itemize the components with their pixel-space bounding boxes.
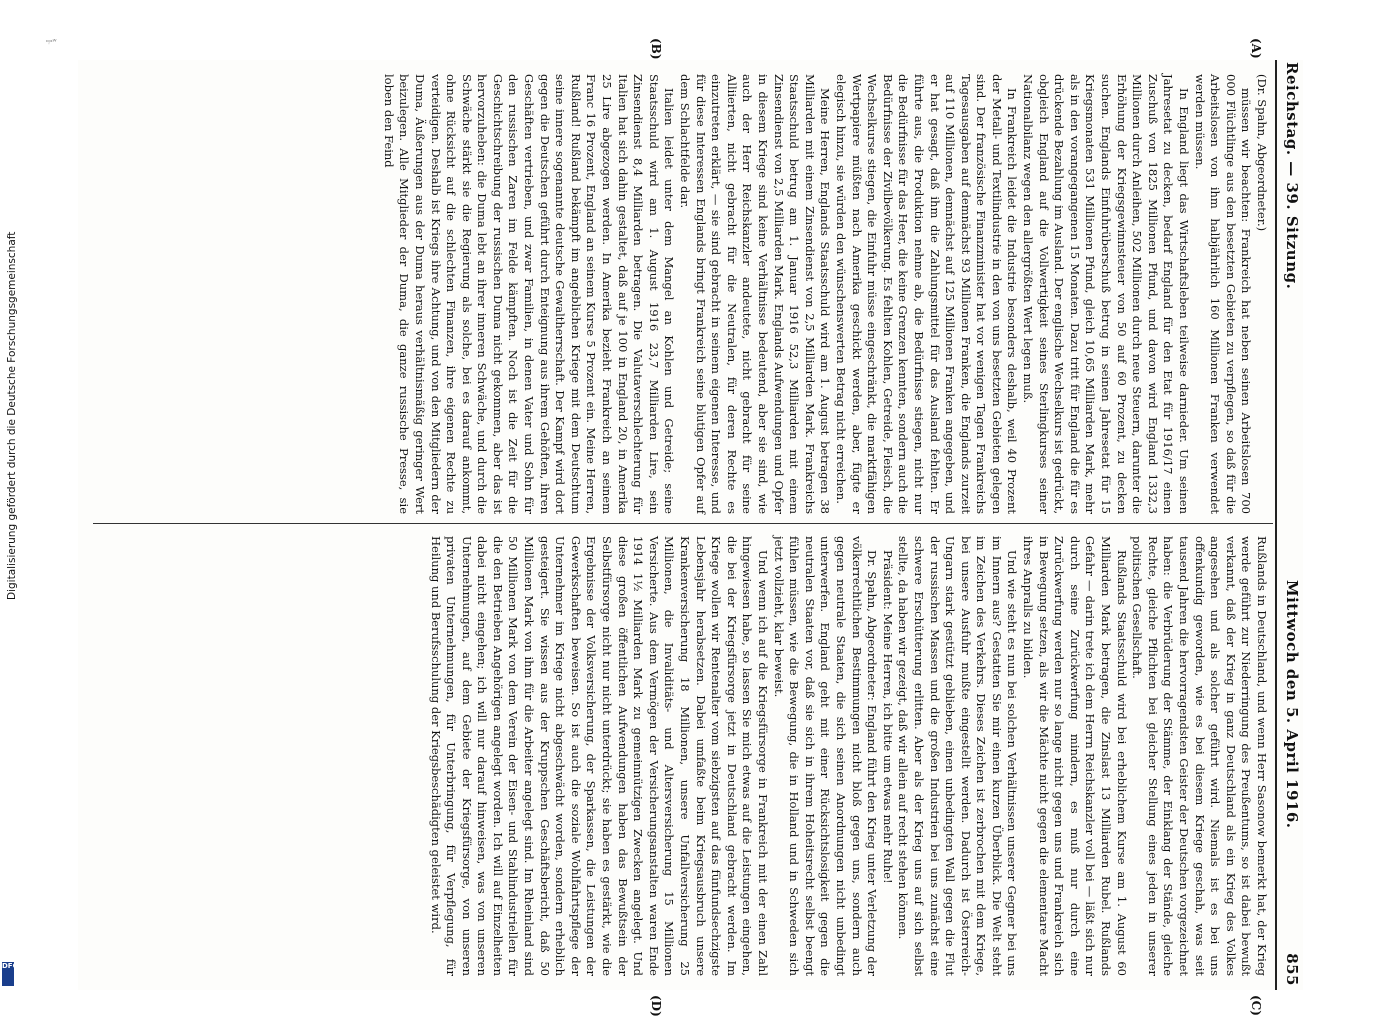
margin-marker-a: (A) bbox=[1249, 38, 1263, 59]
margin-marker-c: (C) bbox=[1249, 995, 1263, 1016]
paragraph: In England liegt das Wirtschaftsleben teilweise darnieder. Um seinen Jahresetat zu decken, bedarf England für den Etat für 1916/17 einen Zuschuß von 1825 Millionen Pfund, und davon wird England 1332,3 Millionen durch Anleihen, 502 Millionen durch neue Steuern, darunter die Erhöhung der Kriegsgewinnsteuer von 50 auf 60 Prozent, zu decken suchen. Englands Einfuhrüberschuß betrug in seinen Jahresetat für 15 Kriegsmonaten 531 Millionen Pfund, gleich 10,65 Milliarden Mark, mehr als in den vorangegangenen 15 Monaten. Dazu tritt für England die für es drückende Bezahlung im Ausland. Der englische Wechselkurs ist gedrückt, obgleich England auf die Vollwertigkeit seines Sterlingkurses seiner Nationalbilanz wegen den allergrößten Wert legen muß. bbox=[1021, 74, 1192, 514]
paragraph: Und wenn ich auf die Kriegsfürsorge in Frankreich mit der einen Zahl hingewiesen habe, so lassen Sie mich etwas auf die Leistungen eingehen, die bei der Kriegsfürsorge jetzt in Deutschland gebracht werden. Im Kriege wollen wir Rentenalter vom siebzigsten auf das fünfundsechzigste Lebensjahr herabsetzen. Dabei umfaßte beim Kriegsausbruch unsere Krankenversicherung 18 Millionen, unsere Unfallversicherung 25 Millionen, die Invaliditäts- und Altersversicherung 15 Millionen Versicherte. Aus dem Vermögen der Versicherungsanstalten waren Ende 1914 1½ Milliarden Mark zu gemeinnützigen Zwecken angelegt. Und diese großen öffentlichen Aufwendungen haben das Bewußtsein der Selbstfürsorge nicht nur nicht unterdrückt; sie haben es gestärkt, wie die Ergebnisse der Volksversicherung, der Sparkassen, die Leistungen der Gewerkschaften beweisen. So ist auch die soziale Wohlfahrtspflege der Unternehmer im Kriege nicht abgeschwächt worden, sondern erheblich gesteigert. Sie wissen aus der Kruppschen Geschäftsbericht, daß 50 Millionen Mark von ihm für die Arbeiter angelegt sind. Im Rheinland sind 50 Millionen Mark von dem Verein der Eisen- und Stahlindustriellen für die den Betrieben Angehörigen angelegt worden. Ich will auf Einzelheiten dabei nicht eingehen; ich will nur darauf hinweisen, was von unseren Unternehmungen, auf dem Gebiete der Kriegsfürsorge, von unseren privaten Unternehmungen, für Unterbringung, für Verpflegung, für Heilung und Berufsschulung der Kriegsbeschädigten geleistet wird. bbox=[428, 536, 770, 976]
document-page bbox=[78, 38, 1303, 1017]
left-column bbox=[89, 74, 1269, 514]
right-column bbox=[89, 536, 1269, 976]
paragraph: In Frankreich leidet die Industrie besonders deshalb, weil 40 Prozent der Metall- und Textilindustrie in den von uns besetzten Gebieten gelegen sind. Der französische Finanzminister hat vor wenigen Tagen Frankreichs Tagesausgaben auf demnächst 93 Millionen Franken, die Englands zurzeit auf 110 Millionen, demnächst auf 125 Millionen Franken angegeben, und er hat gesagt, daß ihm die Zahlungsmittel für das Ausland fehlten. Er führte aus, die Produktion nehme ab, die Bedürfnisse stiegen, nicht nur die Bedürfnisse für das Heer, die keine Grenzen kennten, sondern auch die Bedürfnisse der Zivilbevölkerung. Es fehlten Kohlen, Getreide, Fleisch, die Wechselkurse stiegen, die Einfuhr müsse eingeschränkt, die marktfähigen Wertpapiere müßten nach Amerika geschickt werden, aber, fügte er elegisch hinzu, sie würden den wünschenswerten Betrag nicht erreichen. bbox=[833, 74, 1020, 514]
paragraph: Italien leidet unter dem Mangel an Kohlen und Getreide; seine Staatsschuld wird am 1. August 1916 23,7 Milliarden Lire, sein Zinsendienst 8,4 Milliarden betragen. Die Valutaverschlechterung für Italien hat sich dahin gestaltet, daß auf je 100 in England 20, in Amerika 25 Lire abgezogen werden. In Amerika bezieht Frankreich an seinem Franc 16 Prozent, England an seinem Kurse 5 Prozent ein. Meine Herren, Rußland! Rußland bekämpft im angeblichen Kriege mit dem Deutschtum seine innere sogenannte deutsche Gewaltherrschaft. Der Kampf wird dort gegen die Deutschen geführt durch Enteignung aus ihrem Gehöften, ihren Geschäften vertrieben, und zwar Familien, in denen Vater und Sohn für den russischen Zaren im Felde kämpften. Noch ist die Zeit für die Geschichtschreibung der russischen Duma nicht gekommen, aber das ist hervorzuheben: die Duma lebt an ihrer inneren Schwäche, und durch die Schwäche stärkt sie die Regierung als solche, bei es darauf ankommt, ohne Rücksicht auf die schlechten Finanzen, ihre eigenen Rechte zu verteidigen. Deshalb ist Kriegs ihre Achtung, und von den Mitgliedern der Duma, Äußerungen aus der Duma heraus verhältnismäßig geringer Wert beizulegen. Alle Mitglieder der Duma, die ganze russische Presse, sie loben den Feind bbox=[381, 74, 677, 514]
header-right: Mittwoch den 5. April 1916. bbox=[1283, 580, 1301, 829]
dfg-logo: DFG bbox=[2, 962, 14, 986]
page-number: 855 bbox=[1283, 953, 1301, 986]
header-rule bbox=[1275, 60, 1277, 990]
margin-marker-b: (B) bbox=[649, 38, 663, 60]
paragraph: Rußlands Staatsschuld wird bei erheblichem Kurse am 1. August 60 Milliarden Mark betragen, die Zinslast 13 Milliarden Rubel. Rußlands Gefahr — darin trete ich dem Herrn Reichskanzler voll bei — läßt sich nur durch seine Zurückwerfung mindern, es muß nur durch eine Zurückwerfung werden nur so lange nicht gegen uns und Frankreich sich in Bewegung setzen, als wir die Mächte nicht gegen die elementare Macht ihres Anpralls zu bilden. bbox=[1021, 536, 1129, 976]
scan-corner-mark: ꟷ᷊ʷ bbox=[46, 37, 57, 46]
paragraph: (Dr. Spahn, Abgeordneter.) bbox=[1255, 74, 1269, 232]
funding-note: Digitalisierung gefördert durch die Deutsche Forschungsgemeinschaft bbox=[6, 231, 18, 600]
margin-marker-d: (D) bbox=[649, 995, 663, 1017]
column-divider bbox=[93, 523, 1273, 524]
running-head bbox=[1277, 60, 1303, 990]
header-left: Reichstag. — 39. Sitzung. bbox=[1283, 62, 1301, 290]
paragraph: Dr. Spahn, Abgeordneter: England führt den Krieg unter Verletzung der völkerrechtlichen Bestimmungen nicht bloß gegen uns, sondern auch gegen neutrale Staaten, die sich seinen Anordnungen nicht unbedingt unterwerfen. England geht mit einer Rücksichtslosigkeit gegen die neutralen Staaten vor, daß sie sich in ihrem Hoheitsrecht selbst beengt fühlen müssen, wie die Bewegung, die in Holland und in Schweden sich jetzt vollzieht, klar beweist. bbox=[771, 536, 880, 976]
paragraph: Präsident: Meine Herren, ich bitte um etwas mehr Ruhe! bbox=[880, 550, 895, 884]
paragraph: Rußlands in Deutschland, und wenn Herr Sasonow bemerkt hat, der Krieg werde geführt zur Niederringung des Preußentums, so ist dabei bewußt verkannt, daß der Krieg in ganz Deutschland als ein Krieg des Volkes angesehen und als solcher geführt wird. Niemals ist es bei uns offenkundig geworden, wie es bei diesem Kriege geschah, was seit tausend Jahren die hervorragendsten Geister der Deutschen vorgezeichnet haben: die Verbrüderung der Stämme, der Einklang der Stände, gleiche Rechte, gleiche Pflichten bei gleicher Stellung eines jeden in unserer politischen Gesellschaft. bbox=[1130, 536, 1269, 976]
paragraph: Und wie steht es nun bei solchen Verhältnissen unserer Gegner bei uns im Innern aus? Gestatten Sie mir einen kurzen Überblick. Die Welt steht im Zeichen des Verkehrs. Dieses Zeichen ist zerbrochen mit dem Kriege, bei unsere Ausfuhr mußte eingestellt werden. Dadurch ist Österreich-Ungarn stark gestützt geblieben, einen unbedingten Wall gegen die Flut der russischen Massen und die großen Industrien bei uns zunächst eine schwere Erschütterung erlitten. Aber als der Krieg uns auf sich selbst stellte, da haben wir gezeigt, daß wir allein auf recht stehen können. bbox=[896, 536, 1020, 976]
paragraph: Meine Herren, Englands Staatsschuld wird am 1. August betragen 38 Milliarden mit einem Zinsendienst von 2,5 Milliarden Mark. Frankreichs Staatsschuld betrug am 1. Januar 1916 52,3 Milliarden mit einem Zinsendienst von 2,5 Milliarden Mark. Englands Aufwendungen und Opfer in diesem Kriege sind keine Verhältnisse bedeutend, aber sie sind, wie auch der Herr Reichskanzler andeutete, nicht gebracht für seine Alliierten, nicht gebracht für die Neutralen, für deren Rechte es einzutreten erklärt, — sie sind gebracht in seinem eigenen Interesse, und für diese Interessen Englands bringt Frankreich seine blutigen Opfer auf dem Schlachtfelde dar. bbox=[678, 74, 833, 514]
paragraph: müssen wir beachten: Frankreich hat neben seinen Arbeitslosen 700 000 Flüchtlinge aus den besetzten Gebieten zu verpflegen, so daß für die Arbeitslosen von ihm halbjährlich 160 Millionen Franken verwendet werden müssen. bbox=[1192, 74, 1254, 514]
